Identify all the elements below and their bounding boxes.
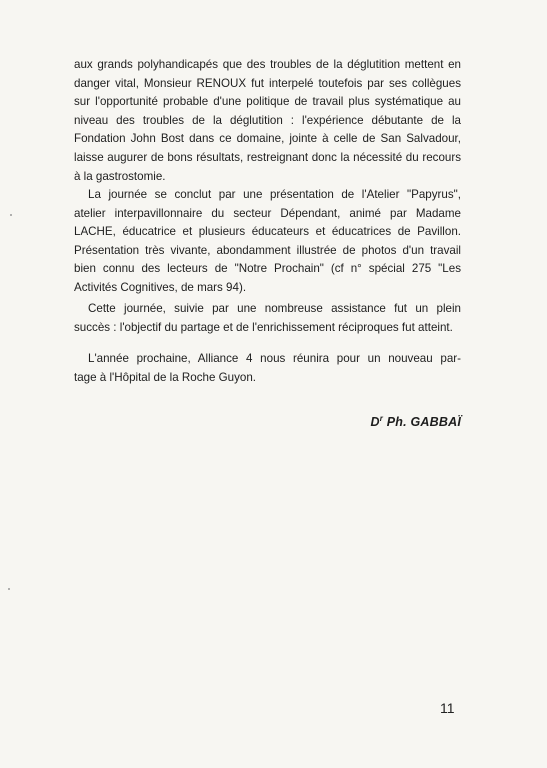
text-line: Présentation très vivante, abondamment illustrée de photos d'un travail [74,243,461,257]
paragraph-conclusion [74,300,461,337]
text-line: L'année prochaine, Alliance 4 nous réunira pour un nouveau par- [88,352,461,365]
text-line: Fondation John Bost dans ce domaine, jointe à celle de San Salvadour, [74,132,461,146]
page-number: 11 [440,700,455,716]
author-signature [371,414,461,429]
text-line: Activités Cognitives, de mars 94). [74,280,247,294]
paragraph-deglutition [74,56,461,186]
text-line: à la gastrostomie. [74,169,166,183]
text-line: Cette journée, suivie par une nombreuse assistance fut un plein [88,302,461,315]
scan-speck [8,588,10,590]
text-line: danger vital, Monsieur RENOUX fut interpelé toutefois par ses collègues [74,76,461,90]
text-line: atelier interpavillonnaire du secteur Dépendant, animé par Madame [74,206,461,220]
scan-speck [10,214,12,216]
text-line: tage à l'Hôpital de la Roche Guyon. [74,370,257,384]
text-line: aux grands polyhandicapés que des troubles de la déglutition mettent en [74,58,461,71]
signature-title-sup: r [379,414,384,423]
signature-name: Ph. GABBAÏ [386,415,461,430]
text-line: succès : l'objectif du partage et de l'enrichissement réciproques fut atteint. [74,320,453,334]
text-line: niveau des troubles de la déglutition : l'expérience débutante de la [74,113,461,127]
paragraph-next-year [74,350,461,387]
text-line: La journée se conclut par une présentation de l'Atelier "Papyrus", [88,188,461,201]
signature-title: D [370,415,380,430]
text-line: bien connu des lecteurs de "Notre Prochain" (cf n° spécial 275 "Les [74,262,461,276]
text-line: LACHE, éducatrice et plusieurs éducateurs et éducatrices de Pavillon. [74,225,461,239]
text-line: laisse augurer de bons résultats, restreignant donc la nécessité du recours [74,150,461,164]
paragraph-atelier-papyrus [74,186,461,298]
text-line: sur l'opportunité probable d'une politique de travail plus systématique au [74,95,461,109]
